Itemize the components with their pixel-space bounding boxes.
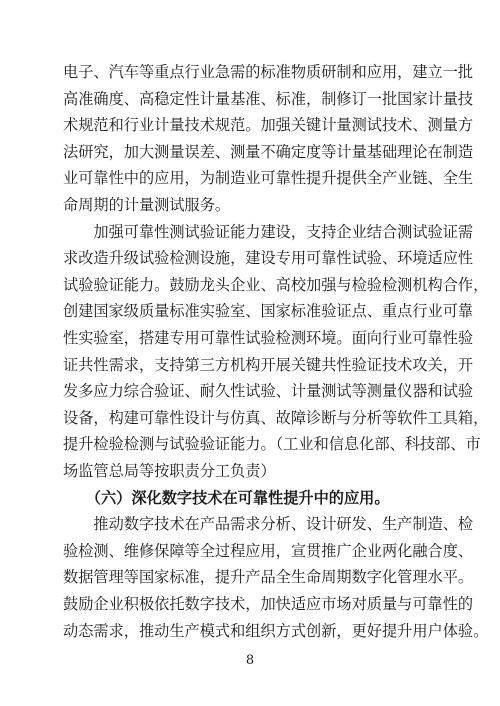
body-text-line: 验检测、维修保障等全过程应用，宣贯推广企业两化融合度、 (63, 541, 474, 560)
body-text-line: 发多应力综合验证、耐久性试验、计量测试等测量仪器和试验 (63, 382, 474, 401)
body-text-line: 证共性需求，支持第三方机构开展关键共性验证技术攻关，开 (63, 355, 474, 374)
body-text-line: 设备，构建可靠性设计与仿真、故障诊断与分析等软件工具箱， (63, 408, 489, 427)
body-text-line: 术规范和行业计量技术规范。加强关键计量测试技术、测量方 (63, 116, 474, 135)
body-text-line: 数据管理等国家标准，提升产品全生命周期数字化管理水平。 (63, 568, 474, 587)
page-number: 8 (245, 653, 255, 668)
body-text-line: 电子、汽车等重点行业急需的标准物质研制和应用，建立一批 (63, 63, 474, 81)
body-text-line: 试验验证能力。鼓励龙头企业、高校加强与检验检测机构合作， (63, 275, 489, 294)
body-text-line: 加强可靠性测试验证能力建设，支持企业结合测试验证需 (63, 222, 474, 241)
body-text-line: 业可靠性中的应用，为制造业可靠性提升提供全产业链、全生 (63, 169, 474, 188)
body-text-line: 法研究，加大测量误差、测量不确定度等计量基础理论在制造 (63, 142, 474, 161)
section-heading: （六）深化数字技术在可靠性提升中的应用。 (63, 488, 390, 507)
body-text-line: 提升检验检测与试验验证能力。（工业和信息化部、科技部、市 (63, 435, 481, 454)
body-text-line: 鼓励企业积极依托数字技术，加快适应市场对质量与可靠性的 (63, 595, 474, 613)
body-text-line: 命周期的计量测试服务。 (63, 196, 231, 214)
body-text-line: 推动数字技术在产品需求分析、设计研发、生产制造、检 (63, 515, 474, 534)
body-text-line: 高准确度、高稳定性计量基准、标准，制修订一批国家计量技 (63, 89, 474, 108)
body-text-line: 性实验室，搭建专用可靠性试验检测环境。面向行业可靠性验 (63, 329, 474, 347)
body-text-line: 动态需求，推动生产模式和组织方式创新，更好提升用户体验。 (63, 621, 489, 640)
body-text-line: 求改造升级试验检测设施，建设专用可靠性试验、环境适应性 (63, 249, 474, 268)
body-text-line: 创建国家级质量标准实验室、国家标准验证点、重点行业可靠 (63, 302, 474, 321)
body-text-line: 场监管总局等按职责分工负责） (63, 462, 276, 480)
